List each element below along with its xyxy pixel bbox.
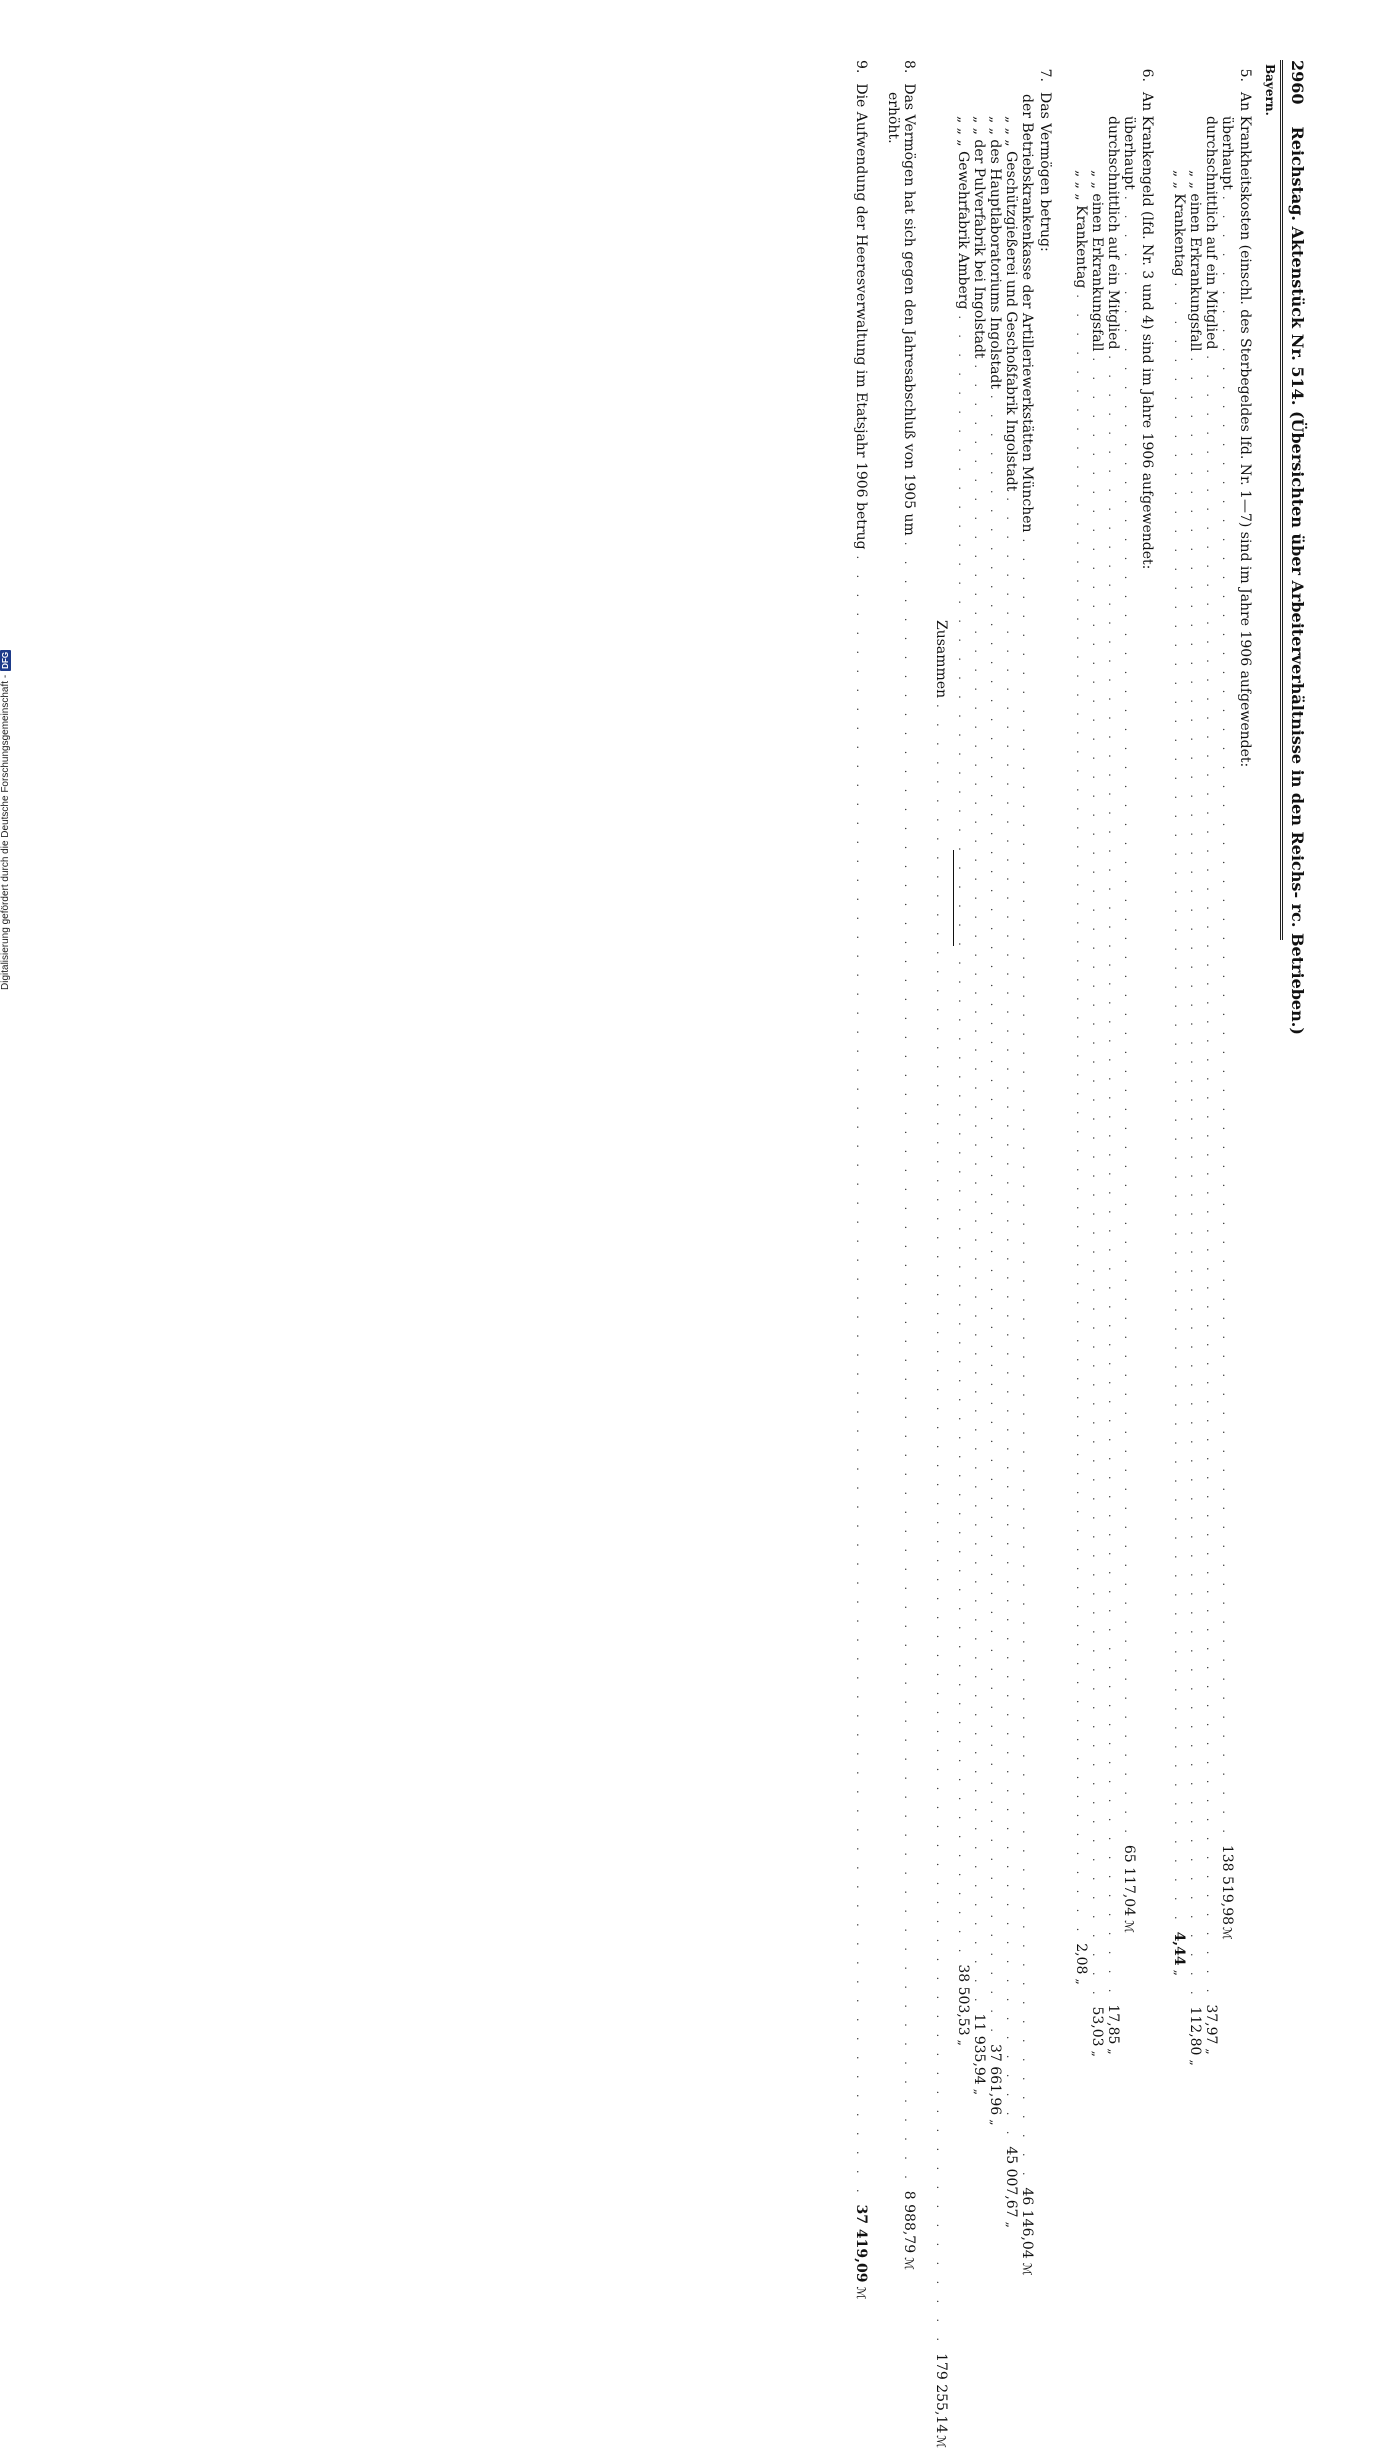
section-text: Die Aufwendung der Heeresverwaltung im Etatsjahr 1906 betrug xyxy=(853,83,869,550)
row-unit: ℳ xyxy=(854,2286,868,2300)
table-row xyxy=(1104,60,1122,2055)
row-unit: „ xyxy=(1188,2059,1202,2066)
row-label: „ „ „ Geschützgießerei und Geschoßfabrik Ingolstadt xyxy=(1003,116,1019,492)
digitization-credit xyxy=(0,650,11,990)
row-unit: „ xyxy=(1106,2048,1120,2055)
table-row xyxy=(1186,60,1204,2066)
table-row xyxy=(1202,60,1220,2055)
row-amount: 46 146,04 xyxy=(1019,2187,1035,2259)
leader-dots xyxy=(856,556,867,2199)
table-row xyxy=(970,60,988,2095)
total-amount: 179 255,14 xyxy=(933,2353,949,2434)
section-number: 8. xyxy=(901,60,917,74)
row-unit: ℳ xyxy=(1122,1920,1136,1933)
row-unit: „ xyxy=(988,2119,1002,2126)
row-amount: 37 661,96 xyxy=(987,2043,1003,2116)
row-unit: ℳ xyxy=(1020,2262,1034,2276)
table-row xyxy=(1072,60,1090,1985)
table-row xyxy=(1088,60,1106,2057)
row-label: durchschnittlich auf ein Mitglied xyxy=(1105,116,1121,350)
leader-dots xyxy=(1092,358,1103,2001)
leader-dots xyxy=(990,395,1001,2038)
leader-dots xyxy=(1190,358,1201,2001)
row-label: „ „ einen Erkrankungsfall xyxy=(1187,170,1203,352)
section-5-intro xyxy=(1236,60,1254,940)
row-unit: „ xyxy=(1074,1978,1088,1985)
leader-dots xyxy=(1022,539,1033,2182)
row-amount: 53,03 xyxy=(1089,2006,1105,2047)
row-unit: „ xyxy=(1204,2048,1218,2055)
total-unit: ℳ xyxy=(934,2435,948,2448)
row-label: „ „ der Pulverfabrik bei Ingolstadt xyxy=(971,116,987,359)
row-label: „ „ Krankentag xyxy=(1171,170,1187,277)
section-intro-text: An Krankheitskosten (einschl. des Sterbegeldes lfd. Nr. 1—7) sind im Jahre 1906 aufgewendet: xyxy=(1237,92,1253,768)
page-title: Reichstag. Aktenstück Nr. 514. (Übersichten über Arbeiterverhältnisse in den Reichs- rc. Betrieben.) xyxy=(1288,126,1307,1035)
table-row xyxy=(1120,60,1138,1933)
section-intro-text: An Krankengeld (lfd. Nr. 3 und 4) sind im Jahre 1906 aufgewendet: xyxy=(1139,92,1155,570)
section-8-continuation xyxy=(884,60,902,940)
row-label: überhaupt xyxy=(1121,116,1137,190)
row-amount: 45 007,67 xyxy=(1003,2146,1019,2218)
row-label: durchschnittlich auf ein Mitglied xyxy=(1203,116,1219,350)
credit-text: Digitalisierung gefördert durch die Deutsche Forschungsgemeinschaft - xyxy=(0,674,11,990)
row-amount: 112,80 xyxy=(1187,2006,1203,2056)
section-text: erhöht. xyxy=(885,92,901,144)
row-amount: 37,97 xyxy=(1203,2004,1219,2045)
row-label: überhaupt xyxy=(1219,116,1235,190)
row-label: der Betriebskrankenkasse der Artilleriewerkstätten München xyxy=(1019,94,1035,533)
row-amount: 4,44 xyxy=(1171,1931,1187,1966)
table-row xyxy=(1018,60,1036,2276)
section-number: 9. xyxy=(853,60,869,74)
table-row xyxy=(986,60,1004,2126)
leader-dots xyxy=(958,315,969,1958)
leader-dots xyxy=(1124,196,1135,1839)
row-unit: ℳ xyxy=(902,2257,916,2270)
total-label: Zusammen xyxy=(933,620,949,699)
leader-dots xyxy=(1076,294,1087,1937)
leader-dots xyxy=(1222,196,1233,1839)
row-unit: „ xyxy=(972,2088,986,2095)
section-number: 5. xyxy=(1237,68,1253,82)
row-unit: „ xyxy=(956,2039,970,2046)
table-row xyxy=(954,60,972,2046)
rotated-document-page xyxy=(750,60,1310,2448)
row-amount: 2,08 xyxy=(1073,1943,1089,1975)
leader-dots xyxy=(904,542,915,2185)
row-label: „ „ des Hauptlaboratoriums Ingolstadt xyxy=(987,116,1003,390)
section-9-row xyxy=(852,60,870,2300)
section-number: 6. xyxy=(1139,68,1155,82)
table-row xyxy=(1002,60,1020,2228)
row-amount: 8 988,79 xyxy=(901,2190,917,2254)
section-intro-text: Das Vermögen betrug: xyxy=(1037,92,1053,252)
row-amount: 37 419,09 xyxy=(853,2204,869,2283)
leader-dots xyxy=(1174,283,1185,1926)
dfg-logo-icon: DFG xyxy=(1,651,10,669)
row-amount: 11 935,94 xyxy=(971,2013,987,2085)
row-unit: ℳ xyxy=(1220,1926,1234,1940)
row-label: „ „ „ Krankentag xyxy=(1073,170,1089,289)
header-rule xyxy=(1280,60,1283,940)
region-label: Bayern. xyxy=(1263,64,1277,116)
total-row xyxy=(932,60,950,2448)
row-amount: 38 503,53 xyxy=(955,1964,971,2036)
row-unit: „ xyxy=(1004,2221,1018,2228)
row-amount: 65 117,04 xyxy=(1121,1844,1137,1917)
section-number: 7. xyxy=(1037,68,1053,82)
section-8-row xyxy=(900,60,918,2270)
row-label: „ „ „ Gewehrfabrik Amberg xyxy=(955,116,971,310)
row-label: „ „ einen Erkrankungsfall xyxy=(1089,170,1105,352)
leader-dots xyxy=(1006,497,1017,2140)
section-text: Das Vermögen hat sich gegen den Jahresabschluß von 1905 um xyxy=(901,83,917,536)
leader-dots xyxy=(974,365,985,2008)
leader-dots xyxy=(936,704,947,2347)
section-7-intro xyxy=(1036,60,1054,940)
section-6-intro xyxy=(1138,60,1156,940)
table-row xyxy=(1218,60,1236,1940)
leader-dots xyxy=(1206,355,1217,1998)
leader-dots xyxy=(1108,355,1119,1998)
page-number: 2960 xyxy=(1288,60,1307,105)
table-row xyxy=(1170,60,1188,1976)
row-unit: „ xyxy=(1090,2050,1104,2057)
row-unit: „ xyxy=(1172,1969,1186,1976)
row-amount: 17,85 xyxy=(1105,2004,1121,2045)
row-amount: 138 519,98 xyxy=(1219,1844,1235,1926)
page-header xyxy=(1284,60,1310,1035)
sum-rule xyxy=(953,850,954,946)
